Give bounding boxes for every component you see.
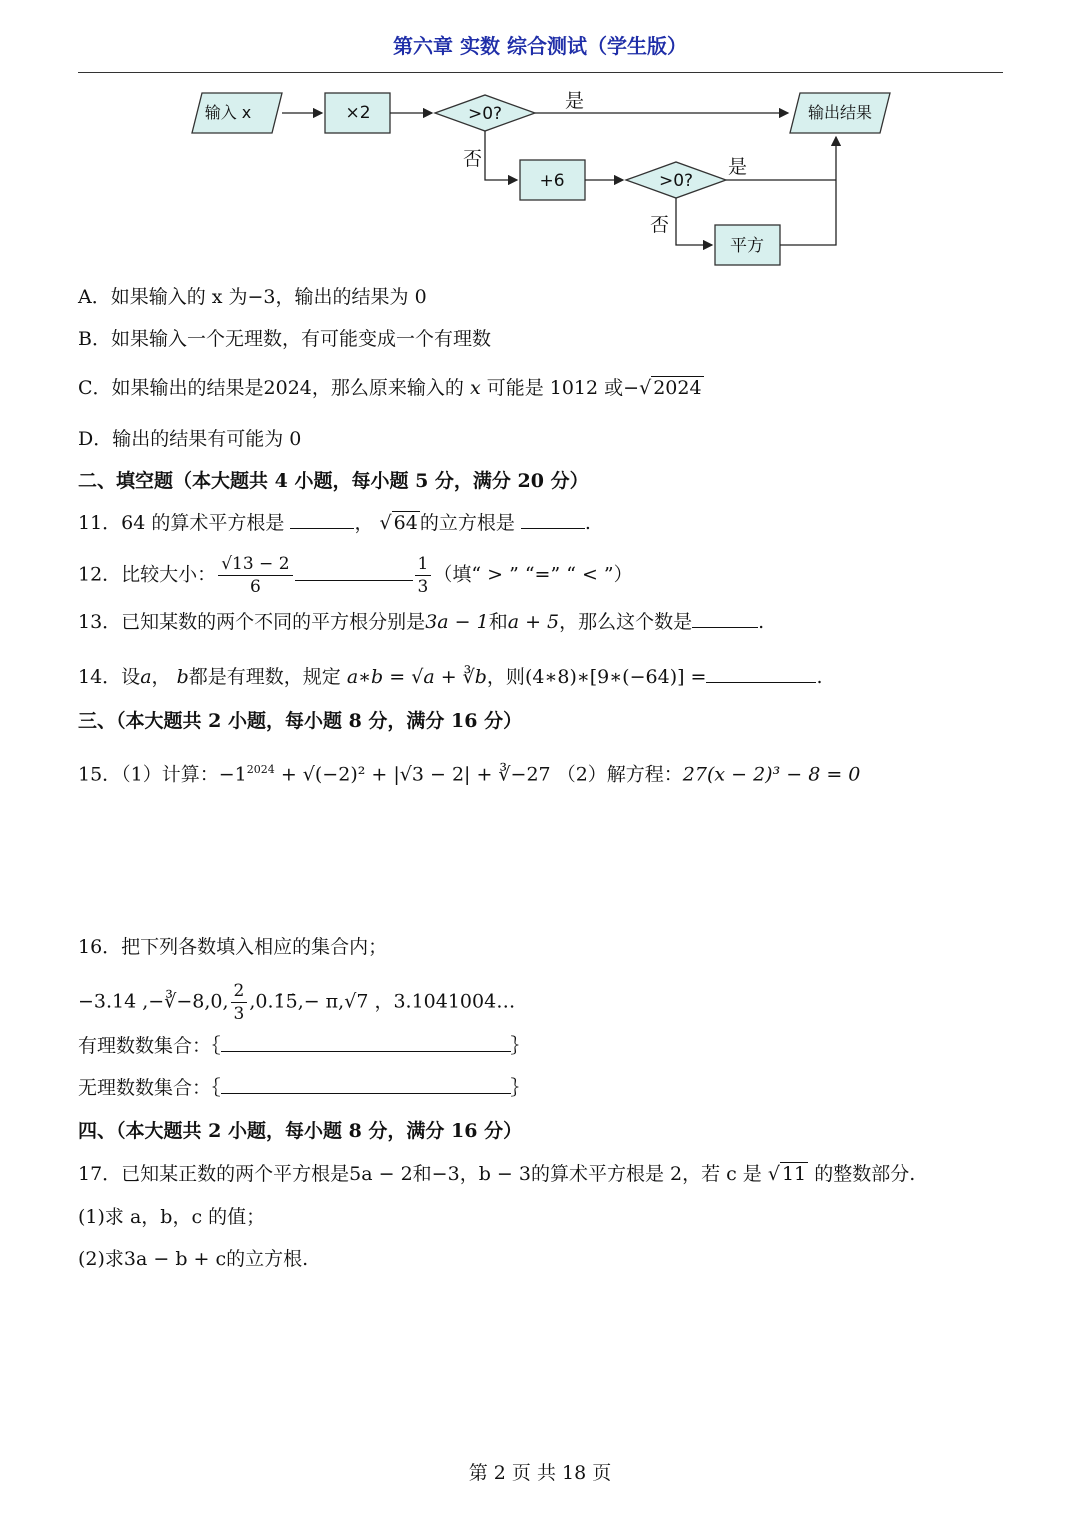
q14-expr: (4∗8)∗[9∗(−64)] = bbox=[524, 666, 707, 688]
q17-radical: √ 11 bbox=[767, 1163, 807, 1185]
q11-mid: ， bbox=[354, 512, 374, 534]
q16-numbers bbox=[78, 980, 515, 1025]
option-c bbox=[78, 373, 704, 403]
no1-label: 否 bbox=[463, 148, 483, 170]
option-d: D．输出的结果有可能为 0 bbox=[78, 428, 302, 450]
question-13 bbox=[78, 607, 764, 637]
q13-blank[interactable] bbox=[692, 607, 758, 628]
q13-pre: 13．已知某数的两个不同的平方根分别是 bbox=[78, 611, 426, 633]
question-16: 16．把下列各数填入相应的集合内； bbox=[78, 936, 388, 958]
question-12 bbox=[78, 553, 633, 598]
no2-label: 否 bbox=[650, 214, 670, 236]
question-11 bbox=[78, 508, 591, 538]
yes2-label: 是 bbox=[728, 156, 748, 178]
q14-blank[interactable] bbox=[706, 662, 816, 683]
q14-mid: 都是有理数，规定 bbox=[188, 666, 341, 688]
option-b: B．如果输入一个无理数，有可能变成一个有理数 bbox=[78, 328, 491, 350]
irrational-set-label: 无理数数集合：｛ bbox=[78, 1077, 221, 1099]
q11-radical: √ 64 bbox=[379, 512, 418, 534]
input-label: 输入 x bbox=[204, 103, 252, 122]
q11-end: . bbox=[584, 512, 591, 534]
irrational-set bbox=[78, 1073, 530, 1103]
q13-post: ，那么这个数是 bbox=[559, 611, 693, 633]
q15-exponent: 2024 bbox=[246, 763, 275, 776]
q16-nums2: ,0.1̇5̇,− π,√7 ，3.1041004… bbox=[249, 990, 516, 1013]
irrational-set-close: ｝ bbox=[510, 1077, 530, 1099]
q11-post: 的立方根是 bbox=[419, 512, 515, 534]
question-15 bbox=[78, 755, 860, 789]
section-2-title: 二、填空题（本大题共 4 小题，每小题 5 分，满分 20 分） bbox=[78, 470, 589, 492]
square-label: 平方 bbox=[730, 236, 764, 256]
q17-part-2: (2)求3a − b + c的立方根. bbox=[78, 1248, 309, 1270]
q12-blank[interactable] bbox=[295, 560, 413, 581]
q15-expr1: −1 bbox=[218, 763, 247, 786]
q14-a: a bbox=[140, 666, 152, 688]
option-c-radical: √ 2024 bbox=[639, 377, 702, 399]
q12-pre: 12．比较大小： bbox=[78, 563, 217, 586]
q15-part2: （2）解方程： bbox=[556, 763, 683, 786]
q17-part-1: (1)求 a，b，c 的值； bbox=[78, 1206, 266, 1228]
q13-expr2: a + 5 bbox=[507, 611, 560, 633]
q14-then: ，则 bbox=[486, 666, 525, 688]
q14-b: b bbox=[176, 666, 189, 688]
section-4-title: 四、（本大题共 2 小题，每小题 8 分，满分 16 分） bbox=[78, 1120, 523, 1142]
q13-and: 和 bbox=[488, 611, 508, 633]
q16-fraction: $\frac{2}{3}$ bbox=[231, 980, 248, 1025]
flowchart bbox=[180, 85, 900, 275]
yes1-label: 是 bbox=[565, 90, 585, 112]
q15-expr1b: + √(−2)² + |√3 − 2| + ∛−27 bbox=[280, 763, 551, 786]
option-a: A．如果输入的 x 为−3，输出的结果为 0 bbox=[78, 286, 427, 308]
q11-pre: 11．64 的算术平方根是 bbox=[78, 512, 285, 534]
q14-pre: 14．设 bbox=[78, 666, 141, 688]
cond2-label: >0? bbox=[658, 171, 694, 191]
rational-set bbox=[78, 1031, 530, 1061]
q14-end: . bbox=[816, 666, 823, 688]
option-c-mid: 可能是 1012 或− bbox=[486, 377, 640, 399]
question-14 bbox=[78, 662, 823, 692]
output-label: 输出结果 bbox=[807, 103, 873, 122]
page-header: 第六章 实数 综合测试（学生版） bbox=[393, 34, 687, 58]
q14-def: a∗b = √a + ∛b bbox=[346, 666, 487, 688]
q14-sep: ， bbox=[151, 666, 171, 688]
rational-set-blank[interactable] bbox=[221, 1031, 511, 1052]
irrational-set-blank[interactable] bbox=[221, 1073, 511, 1094]
q17-text1: 17．已知某正数的两个平方根是5a − 2和−3，b − 3的算术平方根是 2，若 c 是 bbox=[78, 1163, 762, 1185]
section-3-title: 三、（本大题共 2 小题，每小题 8 分，满分 16 分） bbox=[78, 710, 523, 732]
header-rule bbox=[78, 72, 1003, 73]
q12-post: （填“ > ” “=” “ < ”） bbox=[433, 563, 633, 586]
q11-blank-1[interactable] bbox=[290, 508, 354, 529]
plus6-label: +6 bbox=[539, 171, 565, 191]
q15-expr2: 27(x − 2)³ − 8 = 0 bbox=[682, 763, 861, 786]
q13-end: . bbox=[758, 611, 765, 633]
times2-label: ×2 bbox=[345, 103, 371, 123]
question-17 bbox=[78, 1159, 915, 1189]
cond1-label: >0? bbox=[467, 104, 503, 124]
q15-pre: 15．（1）计算： bbox=[78, 763, 219, 786]
q11-blank-2[interactable] bbox=[521, 508, 585, 529]
option-c-var: x bbox=[469, 377, 481, 399]
q16-nums: −3.14 ,−∛−8,0, bbox=[78, 990, 229, 1013]
q13-expr1: 3a − 1 bbox=[425, 611, 489, 633]
rational-set-close: ｝ bbox=[510, 1035, 530, 1057]
q17-text2: 的整数部分. bbox=[814, 1163, 916, 1185]
option-c-pre: C．如果输出的结果是2024，那么原来输入的 bbox=[78, 377, 464, 399]
page-footer: 第 2 页 共 18 页 bbox=[468, 1462, 612, 1484]
rational-set-label: 有理数数集合：｛ bbox=[78, 1035, 221, 1057]
q12-fraction-2: $\frac{1}{3}$ bbox=[415, 553, 432, 598]
q12-fraction-1: $\frac{√13 - 2}{6}$ bbox=[218, 553, 292, 598]
